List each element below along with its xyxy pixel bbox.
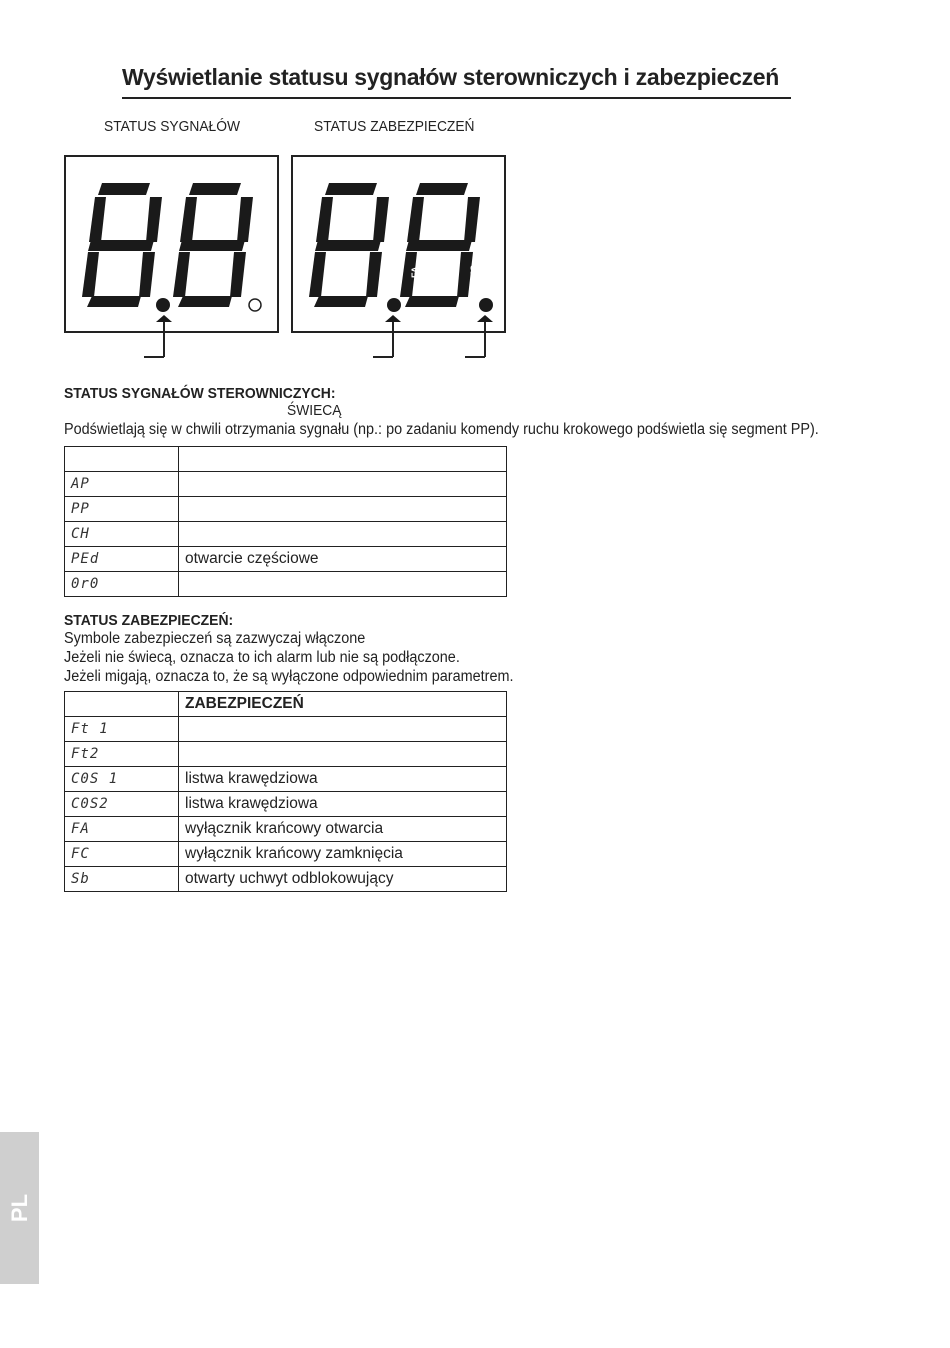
table-row xyxy=(65,547,507,572)
signal-code: PEd xyxy=(65,547,179,572)
safety-code: C0S2 xyxy=(65,792,179,817)
safety-code: C0S 1 xyxy=(65,767,179,792)
table-header-cell xyxy=(65,692,179,717)
signal-code: 0r0 xyxy=(65,572,179,597)
safety-line: Jeżeli nie świecą, oznacza to ich alarm lub nie są podłączone. xyxy=(64,649,460,666)
table-header-cell xyxy=(179,447,507,472)
fc-segment-label: FC xyxy=(469,265,479,277)
signal-code: AP xyxy=(65,472,179,497)
led-dot-icon xyxy=(156,298,170,312)
table-header-row xyxy=(65,447,507,472)
safety-status-label: STATUS ZABEZPIECZEŃ xyxy=(314,118,475,135)
signal-code: CH xyxy=(65,522,179,547)
language-tab-label: PL xyxy=(6,1193,32,1223)
signals-section-heading: STATUS SYGNAŁÓW STEROWNICZYCH: xyxy=(64,385,336,402)
safety-line: Symbole zabezpieczeń są zazwyczaj włączone xyxy=(64,630,366,647)
lit-label: ŚWIECĄ xyxy=(287,402,342,419)
safety-table xyxy=(64,691,507,892)
table-row xyxy=(65,842,507,867)
signal-description xyxy=(179,522,507,547)
led-dot-icon xyxy=(479,298,493,312)
arrow-pointer-icon xyxy=(373,315,401,357)
signal-description: otwarcie częściowe xyxy=(179,547,507,572)
safety-description: otwarty uchwyt odblokowujący xyxy=(179,867,507,892)
table-row xyxy=(65,817,507,842)
digit-8-icon xyxy=(173,183,253,307)
safety-description: wyłącznik krańcowy otwarcia xyxy=(179,817,507,842)
safety-description: wyłącznik krańcowy zamknięcia xyxy=(179,842,507,867)
safety-code: Ft 1 xyxy=(65,717,179,742)
table-row xyxy=(65,522,507,547)
digit-8-icon xyxy=(82,183,162,307)
safety-code: Sb xyxy=(65,867,179,892)
digit-8-icon xyxy=(400,183,480,307)
table-row xyxy=(65,472,507,497)
table-row xyxy=(65,767,507,792)
safety-description xyxy=(179,717,507,742)
signal-description xyxy=(179,497,507,522)
fa-segment-label: FA xyxy=(410,266,420,278)
table-header-cell: ZABEZPIECZEŃ xyxy=(179,692,507,717)
safety-description xyxy=(179,742,507,767)
table-row xyxy=(65,742,507,767)
signal-description xyxy=(179,572,507,597)
table-row xyxy=(65,867,507,892)
safety-code: FC xyxy=(65,842,179,867)
led-dot-icon xyxy=(387,298,401,312)
table-row xyxy=(65,717,507,742)
signal-code: PP xyxy=(65,497,179,522)
safety-section-heading: STATUS ZABEZPIECZEŃ: xyxy=(64,612,234,629)
signals-status-label: STATUS SYGNAŁÓW xyxy=(104,118,240,135)
safety-description: listwa krawędziowa xyxy=(179,792,507,817)
signals-description: Podświetlają się w chwili otrzymania sygnału (np.: po zadaniu komendy ruchu krokowego podświetla się segment PP). xyxy=(64,421,819,438)
signals-table xyxy=(64,446,507,597)
signal-description xyxy=(179,472,507,497)
table-header-cell xyxy=(65,447,179,472)
language-tab xyxy=(0,1132,39,1284)
digit-8-icon xyxy=(309,183,389,307)
seven-segment-displays xyxy=(0,0,950,380)
safety-code: FA xyxy=(65,817,179,842)
safety-description: listwa krawędziowa xyxy=(179,767,507,792)
table-row xyxy=(65,792,507,817)
table-row xyxy=(65,497,507,522)
arrow-pointer-icon xyxy=(465,315,493,357)
safety-line: Jeżeli migają, oznacza to, że są wyłączone odpowiednim parametrem. xyxy=(64,668,514,685)
table-row xyxy=(65,572,507,597)
safety-code: Ft2 xyxy=(65,742,179,767)
table-header-row xyxy=(65,692,507,717)
led-dot-icon xyxy=(249,299,261,311)
page-title: Wyświetlanie statusu sygnałów sterowniczych i zabezpieczeń xyxy=(122,64,791,99)
arrow-pointer-icon xyxy=(144,315,172,357)
